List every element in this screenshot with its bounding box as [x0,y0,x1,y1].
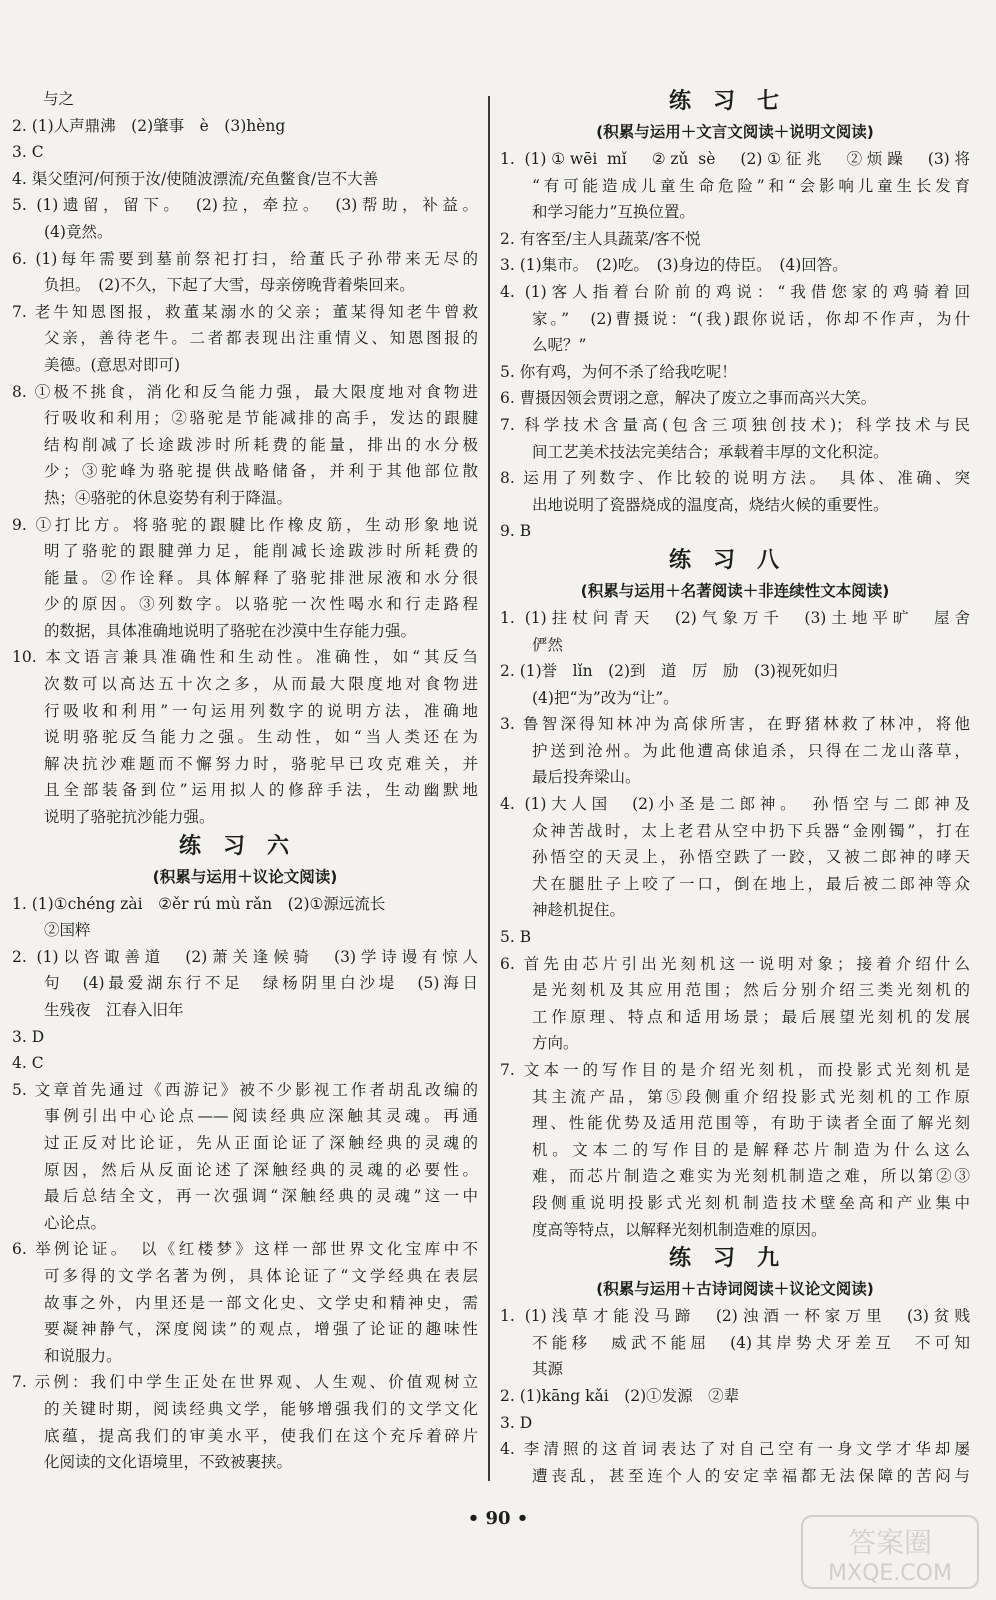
answer-line: 众神苦战时，太上老君从空中扔下兵器“金刚镯”，打在 [532,821,970,840]
answer-line: 俨然 [532,635,564,654]
answer-line: 可多得的文学名著为例，具体论证了“文学经典在表层 [44,1266,478,1285]
answer-line: 底蕴，提高我们的审美水平，使我们在这个充斥着碎片 [44,1426,478,1445]
answer-line: 6. 首先由芯片引出光刻机这一说明对象；接着介绍什么 [500,954,970,973]
answer-line: 1. (1)浅草才能没马蹄 (2)浊酒一杯家万里 (3)贫贱 [500,1307,970,1326]
answer-line: 4. (1)大人国 (2)小圣是二郎神。 孙悟空与二郎神及 [500,795,970,814]
answer-line: 孙悟空的天灵上，孙悟空跌了一跤，又被二郎神的哮天 [532,848,970,867]
answer-line: 2. (1)人声鼎沸 (2)肇事 è (3)hèng [12,116,286,135]
answer-line: 10. 本文语言兼具准确性和生动性。准确性，如“其反刍 [12,648,478,667]
answer-line: 4. C [12,1054,44,1073]
answer-line: 5. 你有鸡，为何不杀了给我吃呢！ [500,362,737,381]
answer-line: 3. 鲁智深得知林冲为高俅所害，在野猪林救了林冲，将他 [500,715,970,734]
answer-line: 最后投奔梁山。 [532,768,641,787]
answer-line: 的数据，具体准确地说明了骆驼在沙漠中生存能力强。 [44,621,417,640]
answer-line: 次数可以高达五十次之多，从而最大限度地对食物进 [44,675,478,694]
answer-line: 理、性能优势及适用范围等，有助于读者全面了解光刻 [532,1114,970,1133]
answer-line: 说明了骆驼抗沙能力强。 [44,808,215,827]
answer-line: 7. 老牛知恩图报，救董某溺水的父亲；董某得知老牛曾救 [12,302,478,321]
svg-text:MXQE.COM: MXQE.COM [828,1561,952,1586]
answer-line: 5. B [500,928,532,947]
answer-line: 心论点。 [44,1213,107,1232]
exercise-subtitle: (积累与运用＋议论文阅读) [152,867,338,886]
answer-line: 护送到沧州。为此他遭高俅追杀，只得在二龙山落草， [532,741,970,760]
answer-line: 8. 运用了列数字、作比较的说明方法。 具体、准确、突 [500,469,970,488]
answer-line: 和学习能力”互换位置。 [532,203,695,222]
answer-line: 要凝神静气，深度阅读”的观点，增强了论证的趣味性 [44,1320,478,1339]
svg-text:答案圈: 答案圈 [847,1526,933,1559]
answer-line: 间工艺美术技法完美结合；承载着丰厚的文化积淀。 [532,442,889,461]
answer-line: 能量。②作诠释。具体解释了骆驼排泄尿液和水分很 [44,568,478,587]
exercise-title: 练习六 [178,833,311,859]
answer-line: 过正反对比论证，先从正面论证了深触经典的灵魂的 [44,1133,478,1152]
answer-line: 7. 示例：我们中学生正处在世界观、人生观、价值观树立 [12,1373,478,1392]
answer-line: 事例引出中心论点——阅读经典应深触其灵魂。再通 [44,1107,478,1126]
answer-line: 度高等特点，以解释光刻机制造难的原因。 [532,1220,827,1239]
answer-line: (4)竟然。 [44,222,113,241]
answer-line: 美德。(意思对即可) [44,355,181,374]
answer-line: 句 (4)最爱湖东行不足 绿杨阴里白沙堤 (5)海日 [44,974,478,993]
answer-line: 解决抗沙难题而不懈努力时，骆驼早已攻克难关，并 [44,754,478,773]
exercise-subtitle: (积累与运用＋文言文阅读＋说明文阅读) [596,123,874,141]
answer-line: 说明骆驼反刍能力之强。生动性，如“当人类还在为 [44,728,478,747]
answer-line: 行吸收和利用”一句运用列数字的说明方法，准确地 [44,701,478,720]
answer-line: (4)把“为”改为“让”。 [532,688,679,707]
exercise-subtitle: (积累与运用＋古诗词阅读＋议论文阅读) [596,1280,874,1299]
answer-line: 9. ①打比方。将骆驼的跟腱比作橡皮筋，生动形象地说 [12,515,478,534]
right-column [500,86,970,1489]
answer-line: 6. 举例论证。 以《红楼梦》这样一部世界文化宝库中不 [12,1240,478,1259]
exercise-title: 练习七 [668,89,801,114]
answer-line: 机。文本二的写作目的是解释芯片制造为什么这么 [532,1140,970,1159]
answer-line: 6. (1)每年需要到墓前祭祀打扫，给董氏子孙带来无尽的 [12,249,478,268]
answer-line: 2. (1)kāng kǎi (2)①发源 ②辈 [500,1386,740,1405]
answer-line: 4. 李清照的这首词表达了对自己空有一身文学才华却屡 [500,1440,970,1459]
answer-line: 6. 曹摄因领会贾诩之意，解决了废立之事而高兴大笑。 [500,389,877,408]
exercise-subtitle: (积累与运用＋名著阅读＋非连续性文本阅读) [580,581,890,600]
answer-line: 1. (1)①chéng zài ②ěr rú mù rǎn (2)①源远流长 [12,894,386,913]
answer-line: 与之 [12,90,75,108]
answer-line: 明了骆驼的跟腱弹力足，能削减长途跋涉时所耗费的 [44,542,478,561]
answer-line: 5. (1)遗留，留下。 (2)拉，牵拉。 (3)帮助，补益。 [12,196,478,215]
answer-line: 少的原因。③列数字。以骆驼一次性喝水和行走路程 [44,595,478,614]
answer-line: 3. (1)集市。 (2)吃。 (3)身边的侍臣。 (4)回答。 [500,256,848,275]
answer-line: 神趁机捉住。 [532,901,626,920]
answer-line: 工作原理、特点和适用场景；最后展望光刻机的发展 [532,1007,970,1026]
answer-line: 3. D [500,1413,533,1432]
answer-line: 3. D [12,1027,45,1046]
answer-line: 的关键时期，阅读经典文学，能够增强我们的文学文化 [44,1399,478,1418]
answer-line: 出地说明了瓷器烧成的温度高，烧结火候的重要性。 [532,495,889,514]
answer-line: 5. 文章首先通过《西游记》被不少影视工作者胡乱改编的 [12,1080,478,1099]
answer-line: 犬在腿肚子上咬了一口，倒在地上，最后被二郎神等众 [532,874,970,893]
answer-line: 生残夜 江春入旧年 [44,1001,184,1019]
answer-line: 方向。 [532,1034,579,1053]
answer-line: 少；③驼峰为骆驼提供战略储备，并利于其他部位散 [44,462,478,481]
answer-line: 4. (1)客人指着台阶前的鸡说：“我借您家的鸡骑着回 [500,282,970,301]
answer-line: 1. (1)拄杖问青天 (2)气象万千 (3)土地平旷 屋舍 [500,608,970,627]
answer-line: 且全部装备到位”运用拟人的修辞手法，生动幽默地 [44,781,478,800]
watermark-logo [800,1512,980,1592]
page-number: • 90 • [467,1508,529,1529]
answer-line: 故事之外，内里还是一部文化史、文学史和精神史，需 [44,1293,478,1312]
answer-line: 原因，然后从反面论述了深触经典的灵魂的必要性。 [44,1160,478,1179]
column-divider [488,96,490,1481]
answer-line: 家。” (2)曹摄说：“(我)跟你说话，你却不作声，为什 [532,309,970,328]
answer-line: 最后总结全文，再一次强调“深触经典的灵魂”这一中 [44,1187,478,1206]
answer-line: 么呢？” [532,336,587,355]
answer-line: 3. C [12,143,44,162]
answer-line: 8. ①极不挑食，消化和反刍能力强，最大限度地对食物进 [12,382,478,401]
answer-line: 结构削减了长途跋涉时所耗费的能量，排出的水分极 [44,435,478,454]
answer-line: 行吸收和利用；②骆驼是节能减排的高手，发达的跟腱 [44,409,478,428]
exercise-title: 练习八 [668,547,801,573]
answer-line: 1. (1)①wēi mǐ ②zǔ sè (2)①征兆 ②烦躁 (3)将 [500,150,970,168]
left-column [12,86,478,1476]
answer-line: ②国粹 [44,921,91,940]
answer-line: 2. (1)誉 lǐn (2)到 道 厉 励 (3)视死如归 [500,662,838,681]
answer-line: 难，而芯片制造之难实为光刻机制造之难，所以第②③ [532,1167,970,1186]
answer-line: 不能移 威武不能屈 (4)其岸势犬牙差互 不可知 [532,1333,970,1352]
answer-line: 9. B [500,522,532,541]
answer-line: 7. 文本一的写作目的是介绍光刻机，而投影式光刻机是 [500,1061,970,1079]
exercise-title: 练习九 [668,1246,801,1272]
answer-line: 4. 渠父堕河/何预于汝/使随波漂流/充鱼鳖食/岂不大善 [12,169,379,188]
answer-line: 父亲，善待老牛。二者都表现出注重情义、知恩图报的 [44,329,478,348]
answer-line: 负担。 (2)不久，下起了大雪，母亲傍晚背着柴回来。 [44,276,415,295]
answer-line: 7. 科学技术含量高(包含三项独创技术)；科学技术与民 [500,415,970,434]
answer-line: 段侧重说明投影式光刻机制造技术壁垒高和产业集中 [532,1193,970,1212]
answer-line: 遭丧乱，甚至连个人的安定幸福都无法保障的苦闷与 [532,1466,970,1485]
answer-line: “有可能造成儿童生命危险”和“会影响儿童生长发育 [532,176,970,195]
answer-line: 和说服力。 [44,1346,122,1365]
answer-line: 其源 [532,1360,564,1379]
answer-line: 2. 有客至/主人具蔬菜/客不悦 [500,229,701,248]
answer-line: 其主流产品，第⑤段侧重介绍投影式光刻机的工作原 [532,1087,970,1106]
answer-line: 是光刻机及其应用范围；然后分别介绍三类光刻机的 [532,981,970,1000]
answer-line: 2. (1)以咨诹善道 (2)萧关逢候骑 (3)学诗谩有惊人 [12,947,478,966]
answer-line: 热；④骆驼的休息姿势有利于降温。 [44,488,293,507]
answer-line: 化阅读的文化语境里，不致被裹挟。 [44,1453,293,1472]
